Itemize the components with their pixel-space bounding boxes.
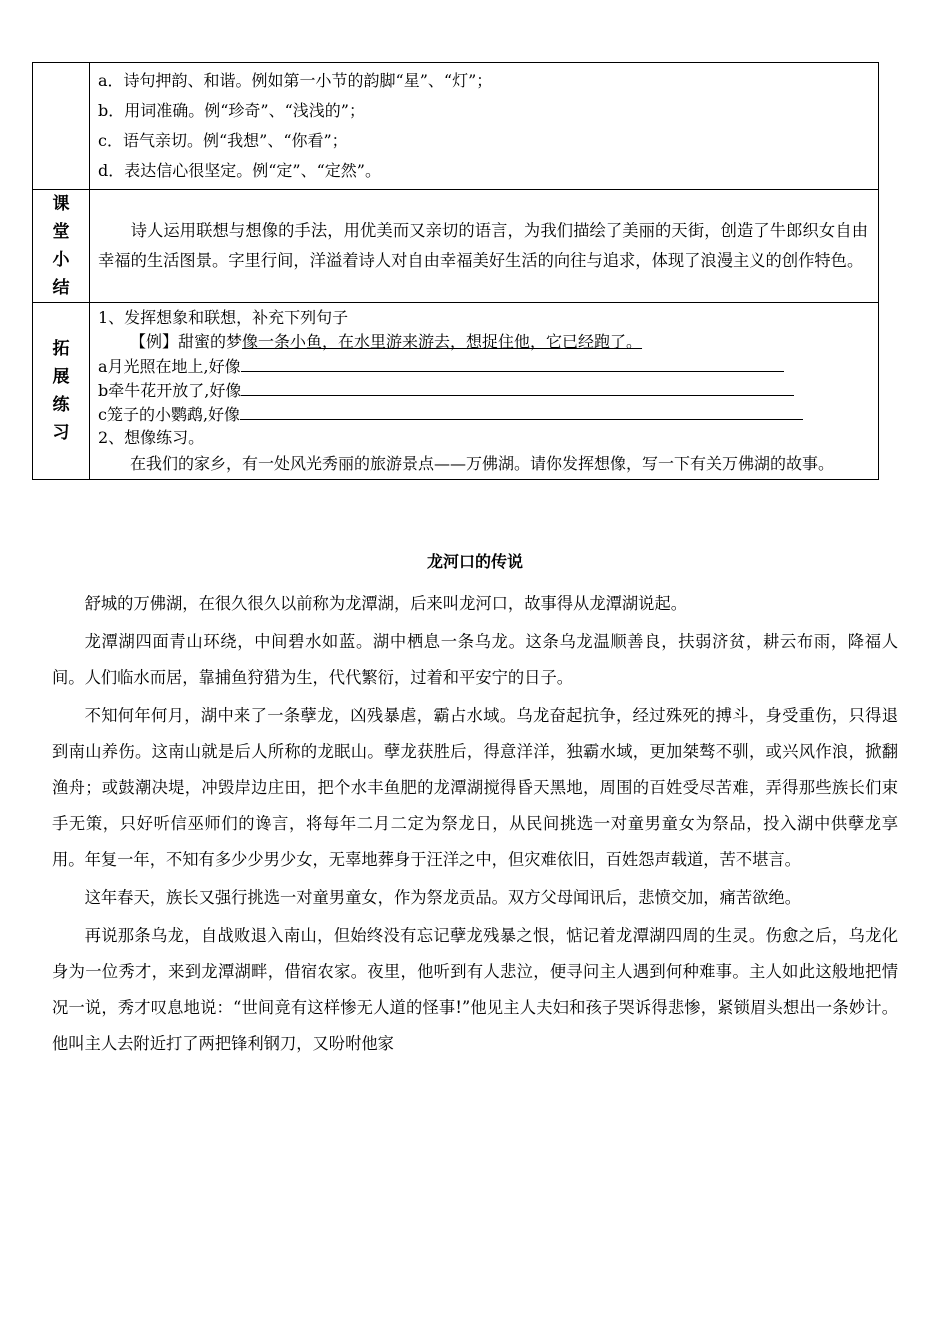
summary-label bbox=[33, 190, 90, 303]
fill-item bbox=[98, 354, 868, 378]
summary-row bbox=[33, 190, 879, 303]
example-line bbox=[98, 330, 868, 354]
summary-label-char: 课 bbox=[52, 194, 70, 214]
story-paragraph: 舒城的万佛湖，在很久很久以前称为龙潭湖，后来叫龙河口，故事得从龙潭湖说起。 bbox=[84, 594, 688, 613]
exercise-q2-text: 在我们的家乡，有一处风光秀丽的旅游景点——万佛湖。请你发挥想像，写一下有关万佛湖的故事。 bbox=[130, 454, 835, 473]
exercise-label-char: 展 bbox=[52, 367, 70, 387]
feature-line: d．表达信心很坚定。例“定”、“定然”。 bbox=[98, 161, 381, 180]
summary-label-char: 小 bbox=[52, 250, 70, 270]
exercise-q1: 1、发挥想象和联想，补充下列句子 bbox=[98, 308, 349, 327]
summary-label-char: 堂 bbox=[52, 222, 70, 242]
features-label-cell bbox=[33, 63, 90, 190]
feature-line: c．语气亲切。例“我想”、“你看”； bbox=[98, 131, 348, 150]
exercise-label bbox=[33, 303, 90, 480]
story-title: 龙河口的传说 bbox=[426, 552, 523, 571]
exercise-label-char: 拓 bbox=[52, 339, 70, 359]
summary-label-char: 结 bbox=[52, 278, 70, 298]
exercise-cell bbox=[90, 303, 879, 480]
feature-line: b．用词准确。例“珍奇”、“浅浅的”； bbox=[98, 101, 365, 120]
summary-text: 诗人运用联想与想像的手法，用优美而又亲切的语言，为我们描绘了美丽的天街，创造了牛郎织女自由幸福的生活图景。字里行间，洋溢着诗人对自由幸福美好生活的向往与追求，体现了浪漫主义的创作特色。 bbox=[98, 221, 868, 270]
summary-cell bbox=[90, 190, 879, 303]
fill-item bbox=[98, 402, 868, 426]
story-paragraph: 龙潭湖四面青山环绕，中间碧水如蓝。湖中栖息一条乌龙。这条乌龙温顺善良，扶弱济贫，耕云布雨，降福人间。人们临水而居，靠捕鱼狩猎为生，代代繁衍，过着和平安宁的日子。 bbox=[52, 632, 898, 687]
exercise-row bbox=[33, 303, 879, 480]
features-cell bbox=[90, 63, 879, 190]
story-paragraph: 再说那条乌龙，自战败退入南山，但始终没有忘记孽龙残暴之恨，惦记着龙潭湖四周的生灵。伤愈之后，乌龙化身为一位秀才，来到龙潭湖畔，借宿农家。夜里，他听到有人悲泣，便寻问主人遇到何种难事。主人如此这般地把情况一说，秀才叹息地说：“世间竟有这样惨无人道的怪事!”他见主人夫妇和孩子哭诉得悲惨，紧锁眉头想出一条妙计。他叫主人去附近打了两把锋利钢刀，又吩咐他家 bbox=[52, 926, 898, 1053]
example-answer: 像一条小鱼，在水里游来游去，想捉住他，它已经跑了。 bbox=[242, 332, 643, 351]
exercise-q2: 2、想像练习。 bbox=[98, 428, 205, 447]
story-paragraph: 不知何年何月，湖中来了一条孽龙，凶残暴虐，霸占水域。乌龙奋起抗争，经过殊死的搏斗，身受重伤，只得退到南山养伤。这南山就是后人所称的龙眠山。孽龙获胜后，得意洋洋，独霸水域，更加桀骜不驯，或兴风作浪，掀翻渔舟；或鼓潮决堤，冲毁岸边庄田，把个水丰鱼肥的龙潭湖搅得昏天黑地，周围的百姓受尽苦难，弄得那些族长们束手无策，只好听信巫师们的谗言，将每年二月二定为祭龙日，从民间挑选一对童男童女为祭品，投入湖中供孽龙享用。年复一年，不知有多少少男少女，无辜地葬身于汪洋之中，但灾难依旧，百姓怨声载道，苦不堪言。 bbox=[52, 706, 898, 869]
lesson-table bbox=[32, 62, 879, 480]
answer-blank[interactable] bbox=[240, 402, 803, 420]
answer-blank[interactable] bbox=[241, 378, 794, 396]
exercise-label-char: 习 bbox=[52, 423, 70, 443]
fill-item-text: a月光照在地上,好像 bbox=[98, 357, 241, 376]
feature-line: a．诗句押韵、和谐。例如第一小节的韵脚“星”、“灯”； bbox=[98, 71, 493, 90]
fill-item bbox=[98, 378, 868, 402]
features-row bbox=[33, 63, 879, 190]
fill-item-text: b牵牛花开放了,好像 bbox=[98, 381, 242, 400]
exercise-label-char: 练 bbox=[52, 395, 70, 415]
story-body bbox=[52, 586, 898, 1064]
answer-blank[interactable] bbox=[241, 354, 784, 372]
example-prefix: 【例】甜蜜的梦 bbox=[130, 332, 243, 351]
story-paragraph: 这年春天，族长又强行挑选一对童男童女，作为祭龙贡品。双方父母闻讯后，悲愤交加，痛苦欲绝。 bbox=[84, 888, 801, 907]
fill-item-text: c笼子的小鹦鹉,好像 bbox=[98, 405, 241, 424]
